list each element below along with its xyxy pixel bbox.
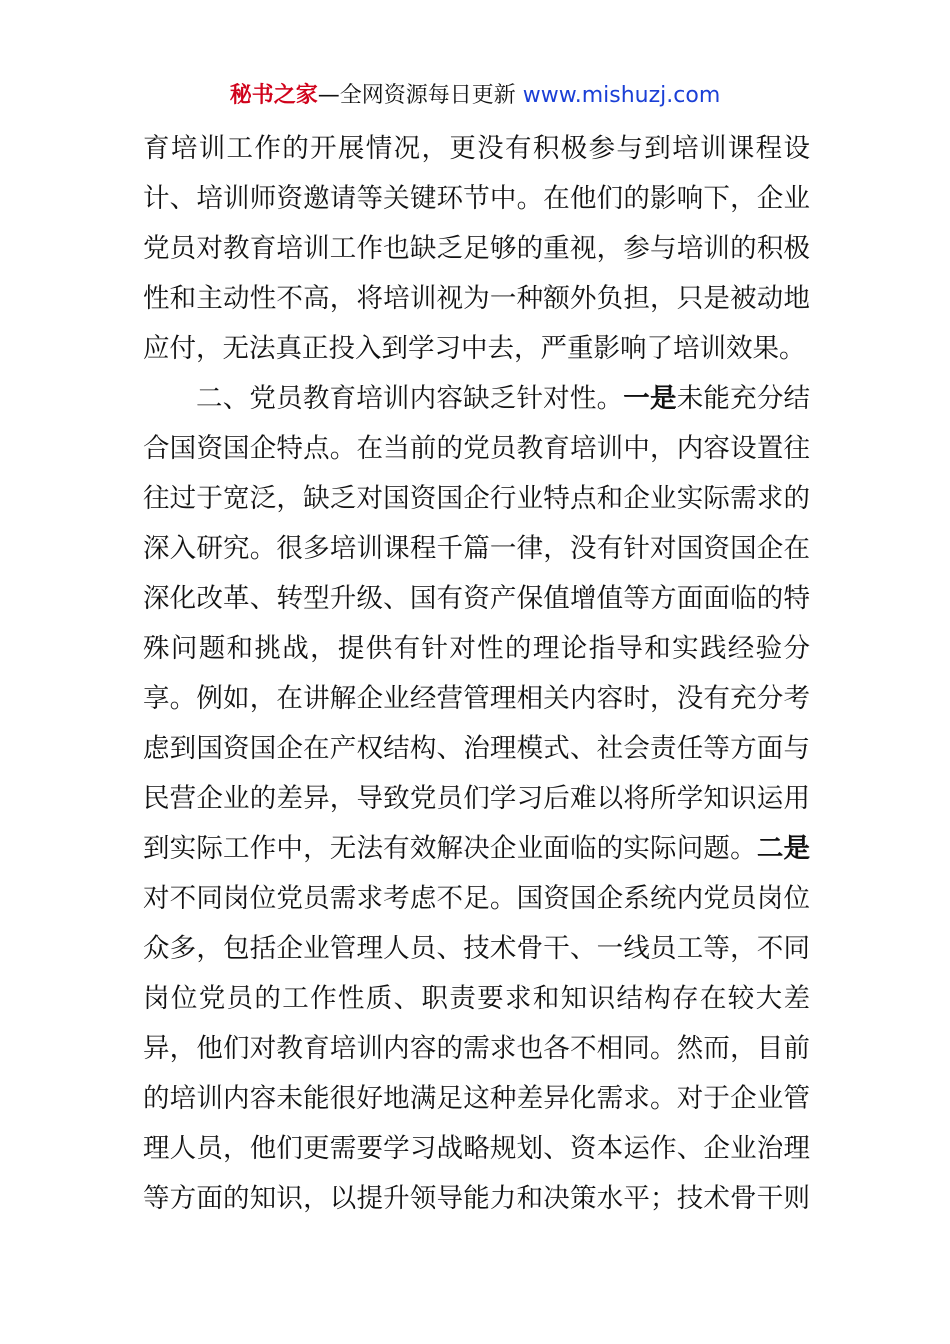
section-heading-line — [143, 374, 810, 424]
text-line: 计、培训师资邀请等关键环节中。在他们的影响下，企业 — [143, 183, 810, 214]
text-line: 育培训工作的开展情况，更没有积极参与到培训课程设 — [143, 133, 810, 164]
text-line: 深化改革、转型升级、国有资产保值增值等方面面临的特 — [143, 583, 810, 614]
text-line: 民营企业的差异，导致党员们学习后难以将所学知识运用 — [143, 783, 810, 814]
text-line: 对不同岗位党员需求考虑不足。国资国企系统内党员岗位 — [143, 883, 810, 914]
text-line: 等方面的知识，以提升领导能力和决策水平；技术骨干则 — [143, 1183, 810, 1214]
text-line: 性和主动性不高，将培训视为一种额外负担，只是被动地 — [143, 283, 810, 314]
text-line: 众多，包括企业管理人员、技术骨干、一线员工等，不同 — [143, 933, 810, 964]
text-line: 殊问题和挑战，提供有针对性的理论指导和实践经验分 — [143, 633, 810, 664]
section-heading: 二、党员教育培训内容缺乏针对性。 — [196, 383, 624, 414]
text-line: 享。例如，在讲解企业经营管理相关内容时，没有充分考 — [143, 683, 810, 714]
text-line: 合国资国企特点。在当前的党员教育培训中，内容设置往 — [143, 433, 810, 464]
text-line: 往过于宽泛，缺乏对国资国企行业特点和企业实际需求的 — [143, 483, 810, 514]
site-brand: 秘书之家 — [229, 83, 318, 108]
text-fragment: 到实际工作中，无法有效解决企业面临的实际问题。 — [143, 833, 757, 864]
point-marker: 一是 — [623, 383, 677, 414]
text-line: 虑到国资国企在产权结构、治理模式、社会责任等方面与 — [143, 733, 810, 764]
point-marker: 二是 — [756, 833, 810, 864]
text-line: 岗位党员的工作性质、职责要求和知识结构存在较大差 — [143, 983, 810, 1014]
site-header — [0, 80, 950, 112]
site-tagline: —全网资源每日更新 — [317, 83, 516, 108]
text-line: 党员对教育培训工作也缺乏足够的重视，参与培训的积极 — [143, 233, 810, 264]
text-line: 理人员，他们更需要学习战略规划、资本运作、企业治理 — [143, 1133, 810, 1164]
site-url-link[interactable]: www.mishuzj.com — [522, 83, 721, 108]
text-line: 应付，无法真正投入到学习中去，严重影响了培训效果。 — [143, 333, 806, 364]
text-line — [143, 824, 810, 874]
text-line: 深入研究。很多培训课程千篇一律，没有针对国资国企在 — [143, 533, 810, 564]
text-fragment: 未能充分结 — [676, 383, 811, 414]
text-line: 异，他们对教育培训内容的需求也各不相同。然而，目前 — [143, 1033, 810, 1064]
text-line: 的培训内容未能很好地满足这种差异化需求。对于企业管 — [143, 1083, 810, 1114]
document-body — [143, 124, 810, 1224]
